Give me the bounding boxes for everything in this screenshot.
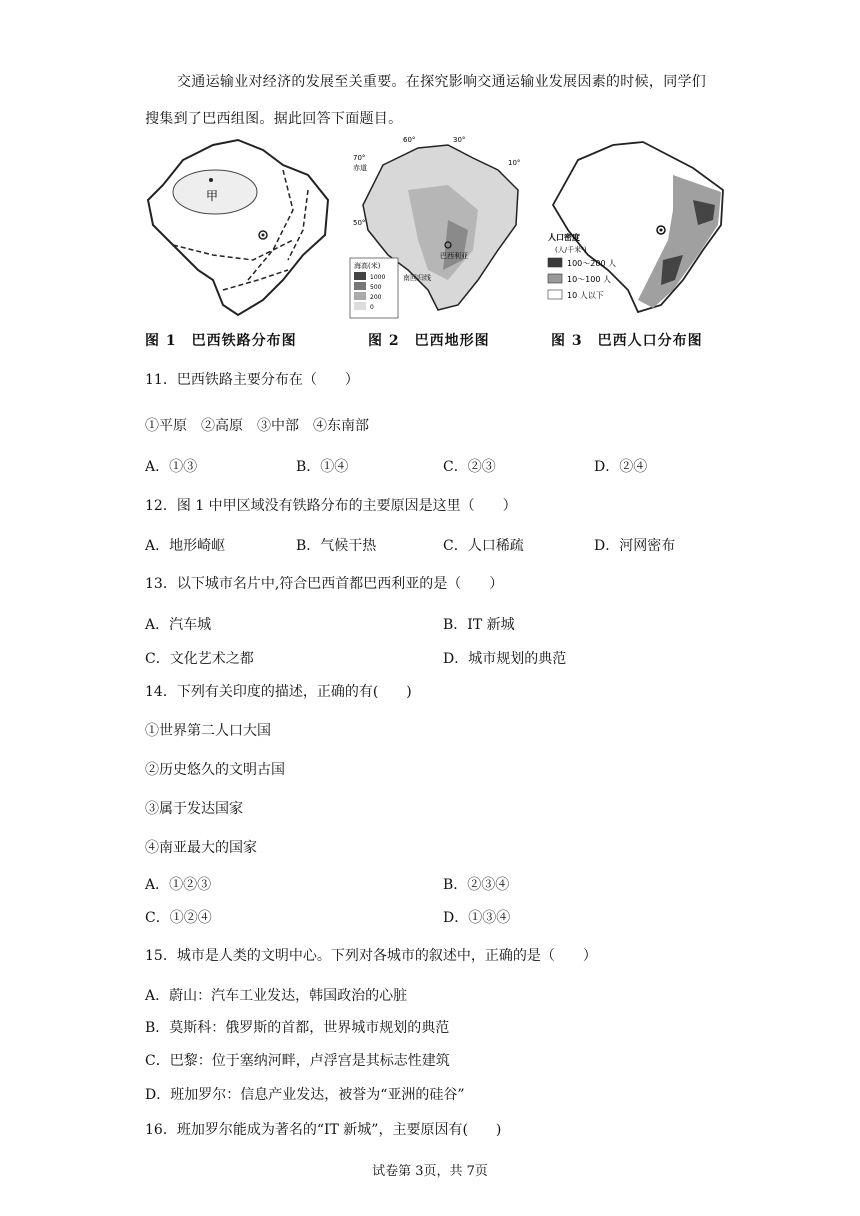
figure-1-railway-map [143, 130, 338, 320]
fig3-legend-item-2: 10～100 人 [567, 275, 611, 284]
fig3-legend-item-3: 10 人以下 [567, 291, 604, 300]
q13-option-b[interactable]: B．IT 新城 [443, 617, 515, 633]
fig2-deg50-label: 50° [353, 219, 366, 227]
figure-3-population-map [543, 130, 733, 320]
fig2-deg10-label: 10° [508, 159, 521, 167]
fig2-legend-0: 0 [370, 304, 374, 311]
q11-stem: 11．巴西铁路主要分布在（ ） [145, 372, 359, 388]
fig2-deg70-label: 70° [353, 154, 366, 162]
q12-option-b[interactable]: B．气候干热 [296, 538, 377, 554]
brazil-figures [143, 130, 733, 358]
fig2-lon30-label: 30° [453, 136, 466, 144]
q15-option-d[interactable]: D．班加罗尔：信息产业发达，被誉为“亚洲的硅谷” [145, 1087, 465, 1103]
figure-1-caption: 图 1 巴西铁路分布图 [145, 333, 297, 349]
q14-option-d[interactable]: D．①③④ [443, 910, 511, 926]
fig2-legend-title: 海高(米) [354, 262, 381, 270]
fig3-legend-unit: (人/千米²) [555, 246, 587, 254]
q11-option-b[interactable]: B．①④ [296, 459, 349, 475]
intro-paragraph: 交通运输业对经济的发展至关重要。在探究影响交通运输业发展因素的时候，同学们搜集到了巴西组图。据此回答下面题目。 [145, 74, 707, 127]
q14-item-4: ④南亚最大的国家 [145, 840, 257, 856]
figure-3-caption: 图 3 巴西人口分布图 [551, 333, 703, 349]
q14-option-b[interactable]: B．②③④ [443, 877, 510, 893]
fig3-legend-title: 人口密度 [548, 233, 580, 242]
q14-item-1: ①世界第二人口大国 [145, 723, 271, 739]
fig2-lat60-label: 60° [403, 136, 416, 144]
q15-option-b[interactable]: B．莫斯科：俄罗斯的首都，世界城市规划的典范 [145, 1020, 450, 1036]
q15-option-c[interactable]: C．巴黎：位于塞纳河畔，卢浮宫是其标志性建筑 [145, 1053, 450, 1069]
figure-2-terrain-map [348, 130, 528, 320]
fig2-equator-label: 赤道 [353, 164, 367, 172]
fig2-legend-1000: 1000 [370, 274, 386, 281]
fig1-jia-label: 甲 [206, 189, 219, 203]
q12-option-a[interactable]: A．地形崎岖 [145, 538, 226, 554]
q12-stem: 12．图 1 中甲区域没有铁路分布的主要原因是这里（ ） [145, 498, 517, 514]
page-footer: 试卷第 3页，共 7页 [372, 1164, 488, 1179]
q12-option-d[interactable]: D．河网密布 [594, 538, 676, 554]
q14-option-c[interactable]: C．①②④ [145, 910, 212, 926]
q13-stem: 13．以下城市名片中,符合巴西首都巴西利亚的是（ ） [145, 576, 504, 592]
q13-option-a[interactable]: A．汽车城 [145, 617, 212, 633]
q14-item-3: ③属于发达国家 [145, 801, 243, 817]
fig3-legend-item-1: 100～200 人 [567, 259, 617, 268]
fig2-tropic-label: 南回归线 [403, 274, 431, 282]
q14-stem: 14．下列有关印度的描述，正确的有( ) [145, 684, 412, 700]
q13-option-d[interactable]: D．城市规划的典范 [443, 651, 567, 667]
q12-option-c[interactable]: C．人口稀疏 [443, 538, 524, 554]
q13-option-c[interactable]: C．文化艺术之都 [145, 651, 254, 667]
q11-option-d[interactable]: D．②④ [594, 459, 648, 475]
q14-item-2: ②历史悠久的文明古国 [145, 762, 285, 778]
figure-2-caption: 图 2 巴西地形图 [368, 333, 490, 349]
q15-option-a[interactable]: A．蔚山：汽车工业发达，韩国政治的心脏 [145, 988, 408, 1004]
q11-option-a[interactable]: A．①③ [145, 459, 198, 475]
fig2-brasilia-label: 巴西利亚 [440, 252, 468, 260]
q11-option-c[interactable]: C．②③ [443, 459, 496, 475]
q14-option-a[interactable]: A．①②③ [145, 877, 212, 893]
q15-stem: 15．城市是人类的文明中心。下列对各城市的叙述中，正确的是（ ） [145, 948, 597, 964]
fig2-legend-200: 200 [370, 294, 382, 301]
q11-sub: ①平原 ②高原 ③中部 ④东南部 [145, 418, 369, 434]
q16-stem: 16．班加罗尔能成为著名的“IT 新城”，主要原因有( ) [145, 1122, 502, 1138]
fig2-legend-500: 500 [370, 284, 382, 291]
